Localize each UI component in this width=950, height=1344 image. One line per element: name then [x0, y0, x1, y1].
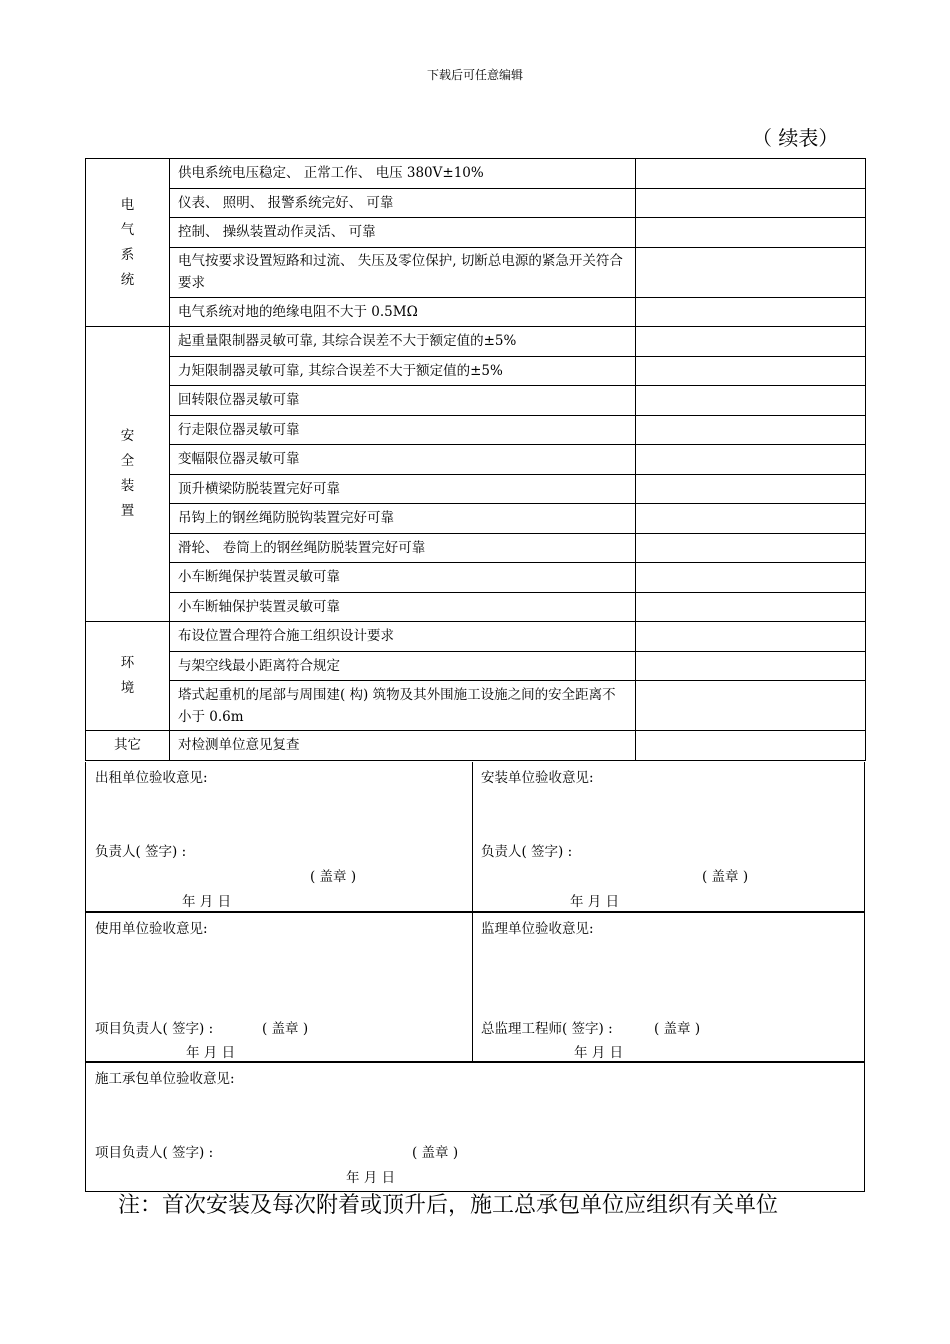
check-item: 供电系统电压稳定、 正常工作、 电压 380V±10%	[170, 159, 636, 189]
user-seal-label: ( 盖章 )	[262, 1021, 309, 1037]
table-row	[86, 681, 866, 731]
result-cell[interactable]	[636, 297, 866, 327]
rental-seal-label: ( 盖章 )	[310, 869, 357, 885]
result-cell[interactable]	[636, 533, 866, 563]
table-row	[86, 218, 866, 248]
result-cell[interactable]	[636, 327, 866, 357]
continued-label: （ 续表）	[752, 126, 839, 150]
header-note: 下载后可任意编辑	[426, 68, 523, 82]
table-row	[86, 445, 866, 475]
check-item: 起重量限制器灵敏可靠, 其综合误差不大于额定值的±5%	[170, 327, 636, 357]
table-row	[86, 622, 866, 652]
table-row	[86, 356, 866, 386]
result-cell[interactable]	[636, 474, 866, 504]
result-cell[interactable]	[636, 681, 866, 731]
category-cell	[86, 159, 170, 327]
supervisor-date-label: 年 月 日	[574, 1045, 624, 1061]
table-row	[86, 327, 866, 357]
table-row	[86, 563, 866, 593]
supervisor-seal-label: ( 盖章 )	[654, 1021, 701, 1037]
check-item: 吊钩上的钢丝绳防脱钩装置完好可靠	[170, 504, 636, 534]
user-unit-opinion	[86, 913, 473, 1061]
result-cell[interactable]	[636, 563, 866, 593]
check-item: 力矩限制器灵敏可靠, 其综合误差不大于额定值的±5%	[170, 356, 636, 386]
check-item: 仪表、 照明、 报警系统完好、 可靠	[170, 188, 636, 218]
check-item: 行走限位器灵敏可靠	[170, 415, 636, 445]
table-row	[86, 188, 866, 218]
result-cell[interactable]	[636, 159, 866, 189]
check-item: 小车断绳保护装置灵敏可靠	[170, 563, 636, 593]
install-seal-label: ( 盖章 )	[702, 869, 749, 885]
supervisor-signer-label: 总监理工程师( 签字) :	[481, 1021, 613, 1037]
result-cell[interactable]	[636, 218, 866, 248]
user-signer-label: 项目负责人( 签字) :	[95, 1021, 214, 1037]
table-row	[86, 731, 866, 761]
contractor-seal-label: ( 盖章 )	[412, 1145, 459, 1161]
inspection-table	[85, 158, 866, 761]
category-label: 安全装置	[120, 428, 135, 519]
check-item: 滑轮、 卷筒上的钢丝绳防脱装置完好可靠	[170, 533, 636, 563]
table-row	[86, 159, 866, 189]
table-row	[86, 504, 866, 534]
signoff-row-3	[85, 1062, 865, 1192]
rental-signer-label: 负责人( 签字) :	[95, 844, 187, 860]
install-unit-opinion	[472, 762, 864, 911]
install-opinion-title: 安装单位验收意见:	[481, 770, 594, 786]
rental-unit-opinion	[86, 762, 473, 911]
check-item: 变幅限位器灵敏可靠	[170, 445, 636, 475]
table-row	[86, 474, 866, 504]
result-cell[interactable]	[636, 415, 866, 445]
contractor-date-label: 年 月 日	[346, 1170, 396, 1186]
contractor-opinion-title: 施工承包单位验收意见:	[95, 1071, 235, 1087]
check-item: 对检测单位意见复查	[170, 731, 636, 761]
table-row	[86, 651, 866, 681]
check-item: 顶升横梁防脱装置完好可靠	[170, 474, 636, 504]
result-cell[interactable]	[636, 356, 866, 386]
table-row	[86, 247, 866, 297]
result-cell[interactable]	[636, 592, 866, 622]
category-label: 环境	[120, 655, 135, 696]
table-row	[86, 297, 866, 327]
check-item: 布设位置合理符合施工组织设计要求	[170, 622, 636, 652]
result-cell[interactable]	[636, 504, 866, 534]
install-signer-label: 负责人( 签字) :	[481, 844, 573, 860]
result-cell[interactable]	[636, 247, 866, 297]
result-cell[interactable]	[636, 651, 866, 681]
supervisor-unit-opinion	[472, 913, 864, 1061]
footer-note: 注：首次安装及每次附着或顶升后，施工总承包单位应组织有关单位	[118, 1193, 779, 1218]
signoff-row-2	[85, 912, 865, 1062]
rental-opinion-title: 出租单位验收意见:	[95, 770, 208, 786]
category-cell	[86, 327, 170, 622]
user-date-label: 年 月 日	[186, 1045, 236, 1061]
table-row	[86, 592, 866, 622]
check-item: 与架空线最小距离符合规定	[170, 651, 636, 681]
table-row	[86, 533, 866, 563]
category-cell	[86, 731, 170, 761]
rental-date-label: 年 月 日	[182, 894, 232, 910]
table-row	[86, 415, 866, 445]
signoff-row-1	[85, 762, 865, 912]
check-item: 小车断轴保护装置灵敏可靠	[170, 592, 636, 622]
category-label: 电气系统	[120, 196, 135, 288]
check-item: 电气系统对地的绝缘电阻不大于 0.5MΩ	[170, 297, 636, 327]
result-cell[interactable]	[636, 188, 866, 218]
contractor-signer-label: 项目负责人( 签字) :	[95, 1145, 214, 1161]
category-label: 其它	[114, 737, 141, 754]
result-cell[interactable]	[636, 731, 866, 761]
install-date-label: 年 月 日	[570, 894, 620, 910]
supervisor-opinion-title: 监理单位验收意见:	[481, 921, 594, 937]
category-cell	[86, 622, 170, 731]
result-cell[interactable]	[636, 622, 866, 652]
check-item: 塔式起重机的尾部与周围建( 构) 筑物及其外围施工设施之间的安全距离不小于 0.6m	[170, 681, 636, 731]
result-cell[interactable]	[636, 386, 866, 416]
table-row	[86, 386, 866, 416]
check-item: 控制、 操纵装置动作灵活、 可靠	[170, 218, 636, 248]
check-item: 回转限位器灵敏可靠	[170, 386, 636, 416]
result-cell[interactable]	[636, 445, 866, 475]
user-opinion-title: 使用单位验收意见:	[95, 921, 208, 937]
check-item: 电气按要求设置短路和过流、 失压及零位保护, 切断总电源的紧急开关符合要求	[170, 247, 636, 297]
